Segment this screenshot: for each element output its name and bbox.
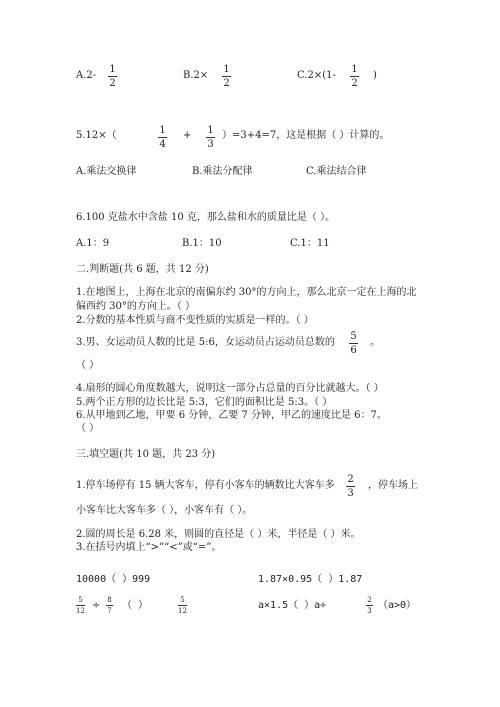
q5-prefix: 5.12×（ bbox=[76, 130, 117, 141]
s3-compare-2-divide: ÷ bbox=[92, 600, 101, 611]
q4-option-b-fraction: 1 2 bbox=[223, 64, 230, 89]
s2-q3-period: 。 bbox=[370, 337, 380, 348]
q4-option-b: B.2× bbox=[183, 70, 209, 81]
s2-q5: 5.两个正方形的边长比是 5:3，它们的面积比是 5:3。（ ） bbox=[76, 397, 333, 408]
s3-q1-text: 1.停车场停有 15 辆大客车，停有小客车的辆数比大客车多 bbox=[76, 480, 335, 491]
q4-option-a: A.2- bbox=[76, 70, 97, 81]
q6-option-b: B.1：10 bbox=[182, 238, 222, 249]
q5-text: ）=3+4=7，这是根据（ ）计算的。 bbox=[222, 130, 390, 141]
q5-plus: + bbox=[183, 130, 192, 141]
s3-compare-1-left: 10000（ ）999 bbox=[76, 574, 151, 585]
s3-compare-2-right-suffix: （a>0） bbox=[378, 600, 417, 611]
s2-q1-line2: 偏西约 30°的方向上。（ ） bbox=[76, 301, 196, 312]
s3-compare-2-right: a×1.5（ ）a÷ bbox=[258, 600, 327, 611]
s2-q4: 4.扇形的圆心角度数越大，说明这一部分占总量的百分比就越大。（ ） bbox=[76, 383, 384, 394]
q4-option-c-close: ) bbox=[373, 70, 377, 81]
s2-q3-text: 3.男、女运动员人数的比是 5:6，女运动员占运动员总数的 bbox=[76, 337, 335, 348]
s3-q1-suffix: ，停车场上 bbox=[368, 480, 418, 491]
q6-text: 6.100 克盐水中含盐 10 克，那么盐和水的质量比是（ ）。 bbox=[76, 212, 336, 223]
s3-compare-2-frac-a: 5 12 bbox=[76, 596, 85, 615]
s2-q3-answer: （ ） bbox=[76, 360, 100, 371]
q5-fraction-1: 1 4 bbox=[159, 125, 166, 150]
q4-option-c: C.2×(1- bbox=[297, 70, 336, 81]
s3-compare-2-frac-b: 8 7 bbox=[107, 596, 112, 615]
s3-compare-2-right-frac: 2 3 bbox=[367, 596, 372, 615]
s3-q1-fraction: 2 3 bbox=[347, 474, 354, 499]
s3-compare-2-frac-c: 5 12 bbox=[178, 596, 187, 615]
q4-option-a-fraction: 1 2 bbox=[109, 64, 116, 89]
s3-compare-1-right: 1.87×0.95（ ）1.87 bbox=[258, 574, 363, 585]
q6-option-a: A.1：9 bbox=[76, 238, 110, 249]
s3-q2: 2.圆的周长是 6.28 米，则圆的直径是（ ）米，半径是（ ）米。 bbox=[76, 529, 361, 540]
s2-q2: 2.分数的基本性质与商不变性质的实质是一样的。（ ） bbox=[76, 315, 314, 326]
s2-q1-line1: 1.在地图上，上海在北京的南偏东约 30°的方向上，那么北京一定在上海的北 bbox=[76, 287, 417, 298]
q5-option-a: A.乘法交换律 bbox=[76, 166, 137, 177]
q5-fraction-2: 1 3 bbox=[207, 125, 214, 150]
section3-heading: 三.填空题(共 10 题，共 23 分) bbox=[76, 449, 216, 460]
section2-heading: 二.判断题(共 6 题，共 12 分) bbox=[76, 264, 209, 275]
s2-q6-line2: （ ） bbox=[76, 423, 100, 434]
q6-option-c: C.1：11 bbox=[290, 238, 330, 249]
s2-q3-fraction: 5 6 bbox=[350, 331, 357, 356]
q5-option-c: C.乘法结合律 bbox=[306, 166, 367, 177]
s3-compare-2-paren: （ ） bbox=[122, 600, 149, 611]
s3-q1-line2: 小客车比大客车多（ ），小客车有（ ）。 bbox=[76, 505, 253, 516]
q4-option-c-fraction: 1 2 bbox=[351, 64, 358, 89]
q5-option-b: B.乘法分配律 bbox=[192, 166, 253, 177]
s3-q3: 3.在括号内填上“>”“<”或“=”。 bbox=[76, 542, 222, 553]
s2-q6-line1: 6.从甲地到乙地，甲要 6 分钟，乙要 7 分钟，甲乙的速度比是 6：7。 bbox=[76, 410, 387, 421]
